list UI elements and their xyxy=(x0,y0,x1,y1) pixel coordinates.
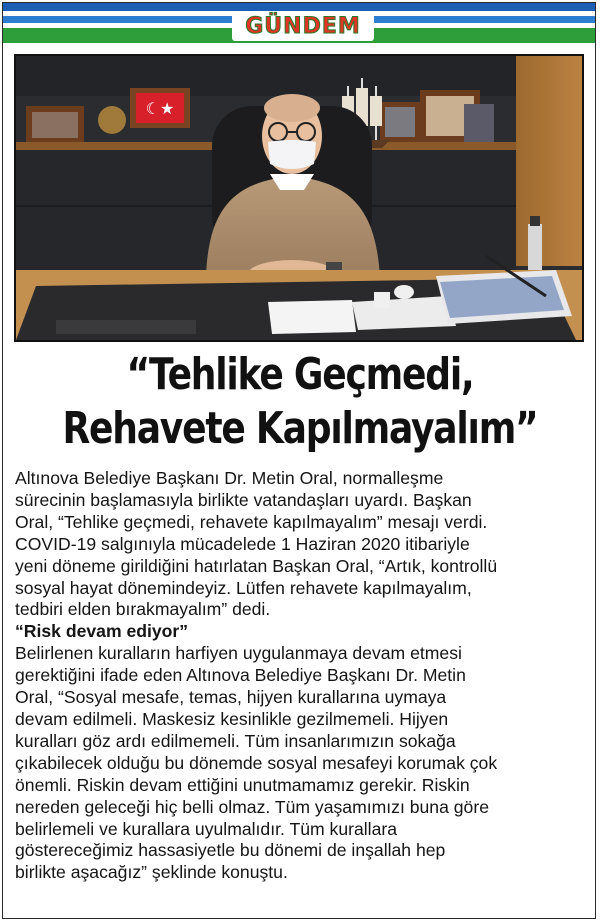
section-label: GÜNDEM xyxy=(232,11,374,41)
article-line: yeni döneme girildiğini hatırlatan Başkan Oral, “Artık, kontrollü xyxy=(15,555,498,576)
article-line: birlikte aşacağız” şeklinde konuştu. xyxy=(15,862,288,883)
article-line: göstereceğimiz hassasiyetle bu dönemi de inşallah hep xyxy=(15,840,446,861)
article-line: önemli. Riskin devam ettiğini unutmamamız gerekir. Riskin xyxy=(15,774,470,795)
header-stripe-blue xyxy=(3,3,595,11)
article-line: COVID-19 salgınıyla mücadelede 1 Haziran 2020 itibariyle xyxy=(15,533,470,554)
article-line: Belirlenen kuralların harfiyen uygulanmaya devam etmesi xyxy=(15,643,462,664)
article-line: Oral, “Sosyal mesafe, temas, hijyen kurallarına uymaya xyxy=(15,687,447,708)
section-header-bar xyxy=(3,3,595,43)
flag-symbol: ☾★ xyxy=(145,99,175,118)
article-line: nereden geleceği hiç belli olmaz. Tüm yaşamımızı buna göre xyxy=(15,796,489,817)
article-line: sosyal hayat dönemindeyiz. Lütfen rehavete kapılmayalım, xyxy=(15,577,472,598)
article-line: Oral, “Tehlike geçmedi, rehavete kapılmayalım” mesajı verdi. xyxy=(15,511,488,532)
article-line: kuralları göz ardı edilmemeli. Tüm insanlarımızın sokağa xyxy=(15,730,456,751)
article-line: gerektiğini ifade eden Altınova Belediye Başkanı Dr. Metin xyxy=(15,665,466,686)
article-photo xyxy=(14,54,584,342)
article-line: Altınova Belediye Başkanı Dr. Metin Oral, normalleşme xyxy=(15,468,444,488)
article-line: çıkabilecek olduğu bu dönemde sosyal mesafeyi korumak çok xyxy=(15,752,498,773)
headline-line-2: Rehavete Kapılmayalım” xyxy=(62,403,538,454)
headline xyxy=(54,348,546,456)
article-subheading: “Risk devam ediyor” xyxy=(15,621,189,642)
article-line: tedbiri elden bırakmayalım” dedi. xyxy=(15,599,271,620)
article-line: belirlemeli ve kurallara uyulmalıdır. Tüm kurallara xyxy=(15,818,397,839)
article-line: devam edilmeli. Maskesiz kesinlikle gezilmemeli. Hijyen xyxy=(15,708,449,729)
article-line: sürecinin başlamasıyla birlikte vatandaşları uyardı. Başkan xyxy=(15,489,472,510)
headline-line-1: “Tehlike Geçmedi, xyxy=(126,349,474,400)
article-body xyxy=(15,468,590,884)
